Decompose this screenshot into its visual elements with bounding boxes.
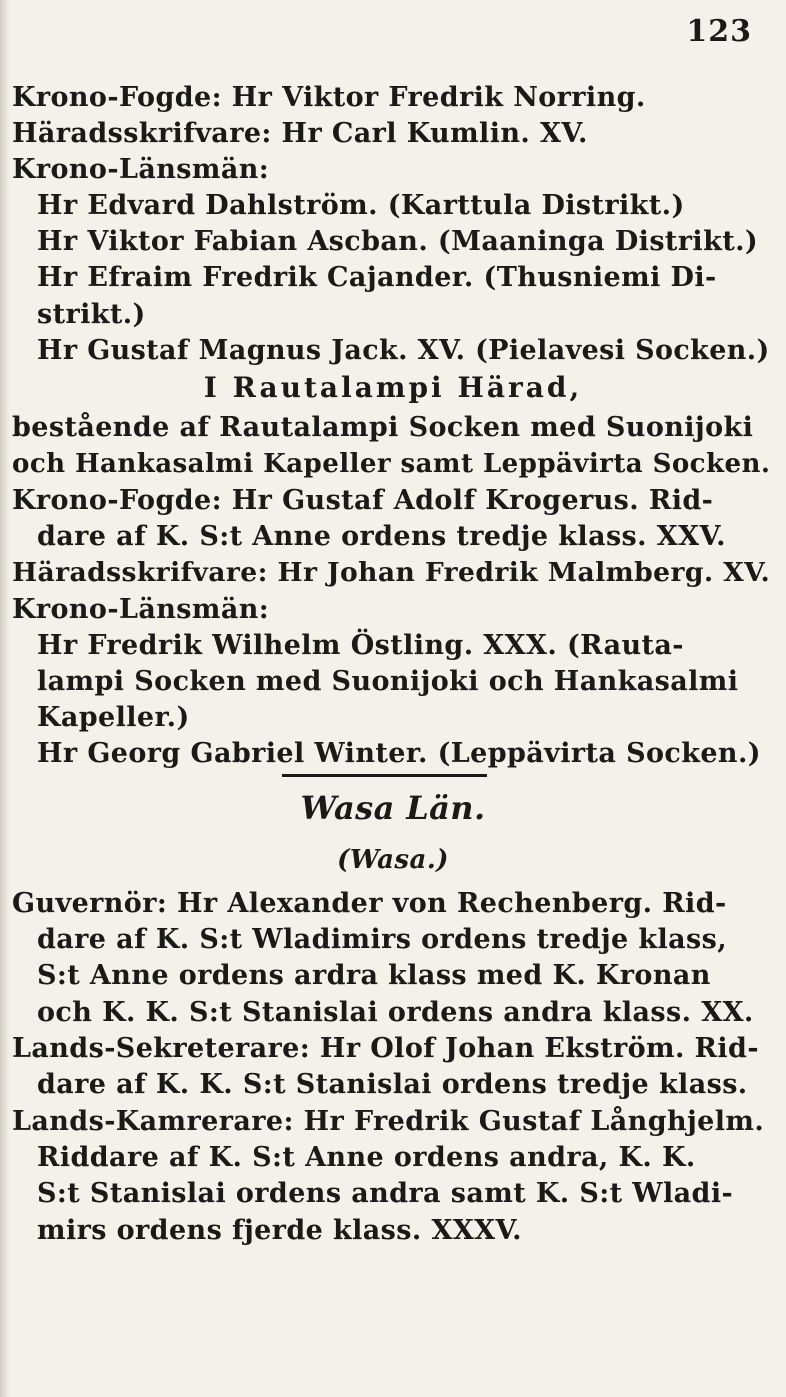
text-line: bestående af Rautalampi Socken med Suonijoki: [12, 412, 754, 443]
page-number: 123: [686, 14, 752, 49]
text-line: Lands-Sekreterare: Hr Olof Johan Ekström. Rid-: [12, 1033, 759, 1064]
lan-subtitle: (Wasa.): [337, 845, 449, 875]
text-line: dare af K. S:t Anne ordens tredje klass. XXV.: [37, 521, 726, 552]
harad-heading: I Rautalampi Härad,: [203, 371, 583, 404]
text-line: Hr Edvard Dahlström. (Karttula Distrikt.): [37, 190, 685, 221]
text-line: Krono-Fogde: Hr Viktor Fredrik Norring.: [12, 82, 646, 113]
text-line: mirs ordens fjerde klass. XXXV.: [37, 1215, 522, 1246]
text-line: Häradsskrifvare: Hr Johan Fredrik Malmberg. XV.: [12, 557, 771, 588]
text-line: S:t Anne ordens ardra klass med K. Kronan: [37, 960, 711, 991]
text-line: Guvernör: Hr Alexander von Rechenberg. Rid-: [12, 888, 727, 919]
text-line: Krono-Länsmän:: [12, 154, 270, 185]
text-line: Krono-Fogde: Hr Gustaf Adolf Krogerus. Rid-: [12, 485, 714, 516]
text-line: Hr Viktor Fabian Ascban. (Maaninga Distrikt.): [37, 226, 759, 257]
section-divider: [282, 774, 487, 777]
text-line: S:t Stanislai ordens andra samt K. S:t Wladi-: [37, 1178, 734, 1209]
text-line: Kapeller.): [37, 702, 190, 733]
text-line: Häradsskrifvare: Hr Carl Kumlin. XV.: [12, 118, 588, 149]
text-line: Krono-Länsmän:: [12, 594, 270, 625]
text-line: Lands-Kamrerare: Hr Fredrik Gustaf Långhjelm.: [12, 1106, 765, 1137]
text-line: Hr Fredrik Wilhelm Östling. XXX. (Rauta-: [37, 630, 684, 661]
text-line: dare af K. S:t Wladimirs ordens tredje klass,: [37, 924, 728, 955]
text-line: dare af K. K. S:t Stanislai ordens tredje klass.: [37, 1069, 748, 1100]
text-line: Hr Gustaf Magnus Jack. XV. (Pielavesi Socken.): [37, 335, 770, 366]
text-line: strikt.): [37, 299, 146, 330]
text-line: och K. K. S:t Stanislai ordens andra klass. XX.: [37, 997, 754, 1028]
text-line: och Hankasalmi Kapeller samt Leppävirta Socken.: [12, 448, 771, 479]
text-line: Hr Georg Gabriel Winter. (Leppävirta Socken.): [37, 738, 761, 769]
text-line: Riddare af K. S:t Anne ordens andra, K. K.: [37, 1142, 696, 1173]
text-line: Hr Efraim Fredrik Cajander. (Thusniemi Di-: [37, 262, 717, 293]
text-line: lampi Socken med Suonijoki och Hankasalmi: [37, 666, 739, 697]
lan-title: Wasa Län.: [300, 789, 486, 827]
page-edge-shadow: [0, 0, 10, 1397]
